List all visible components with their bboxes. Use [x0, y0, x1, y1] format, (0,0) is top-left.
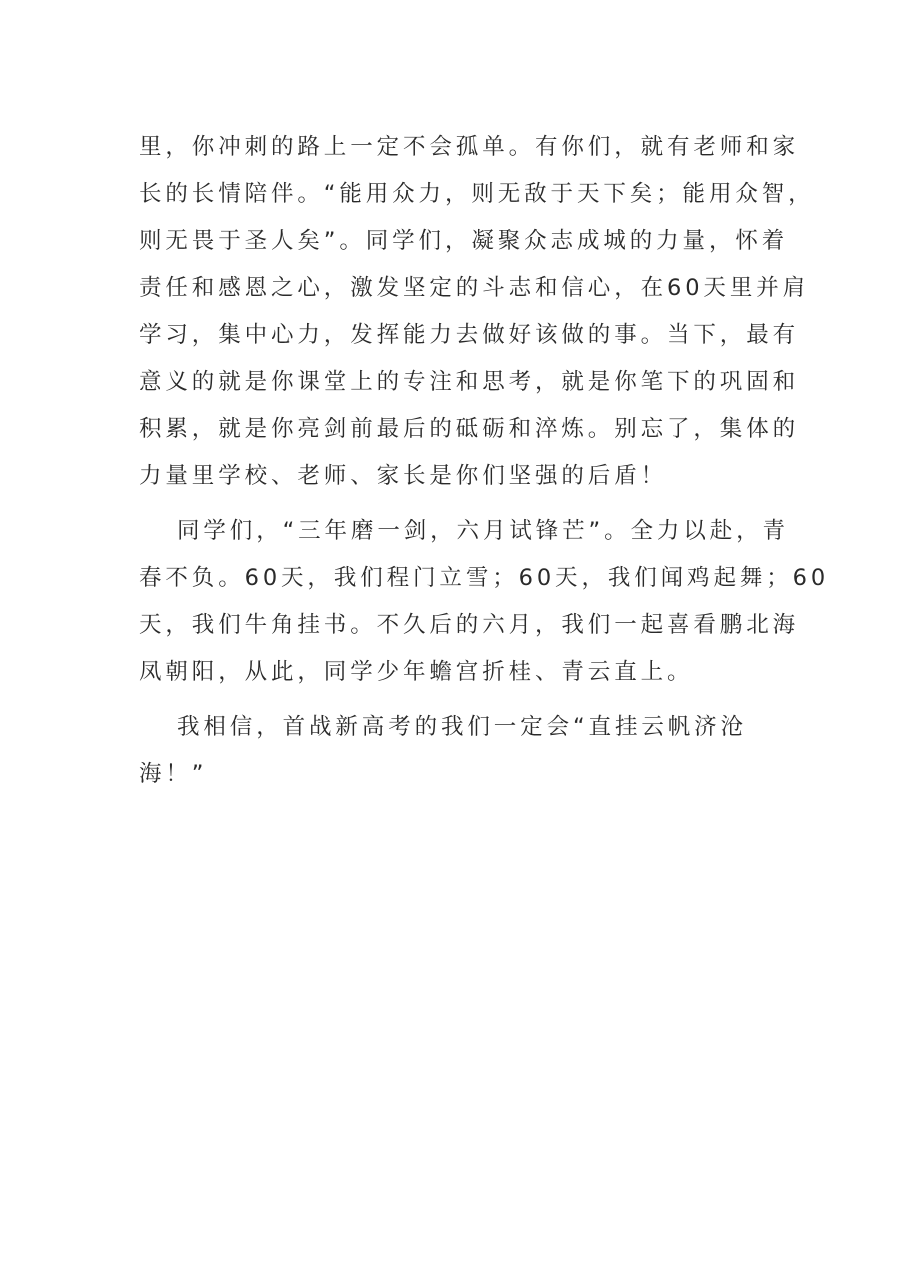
text-line: 责任和感恩之心，激发坚定的斗志和信心，在60天里并肩 [139, 275, 810, 301]
text-line: 力量里学校、老师、家长是你们坚强的后盾！ [139, 463, 668, 489]
text-line: 同学们，“三年磨一剑，六月试锋芒”。全力以赴，青 [177, 518, 789, 544]
text-line: 海！” [139, 761, 208, 787]
text-line: 我相信，首战新高考的我们一定会“直挂云帆济沧 [177, 714, 747, 740]
text-line: 长的长情陪伴。“能用众力，则无敌于天下矣；能用众智， [139, 181, 815, 207]
text-line: 积累，就是你亮剑前最后的砥砺和淬炼。别忘了，集体的 [139, 416, 800, 442]
text-line: 春不负。60天，我们程门立雪；60天，我们闻鸡起舞；60 [139, 565, 830, 591]
text-line: 则无畏于圣人矣”。同学们，凝聚众志成城的力量，怀着 [139, 228, 789, 254]
text-line: 天，我们牛角挂书。不久后的六月，我们一起喜看鹏北海 [139, 612, 800, 638]
text-line: 凤朝阳，从此，同学少年蟾宫折桂、青云直上。 [139, 659, 694, 685]
paragraph-2 [139, 508, 830, 696]
document-body [139, 124, 830, 798]
paragraph-1 [139, 124, 815, 500]
paragraph-3 [139, 704, 779, 798]
text-line: 学习，集中心力，发挥能力去做好该做的事。当下，最有 [139, 322, 800, 348]
text-line: 意义的就是你课堂上的专注和思考，就是你笔下的巩固和 [139, 369, 800, 395]
text-line: 里，你冲刺的路上一定不会孤单。有你们，就有老师和家 [139, 134, 800, 160]
